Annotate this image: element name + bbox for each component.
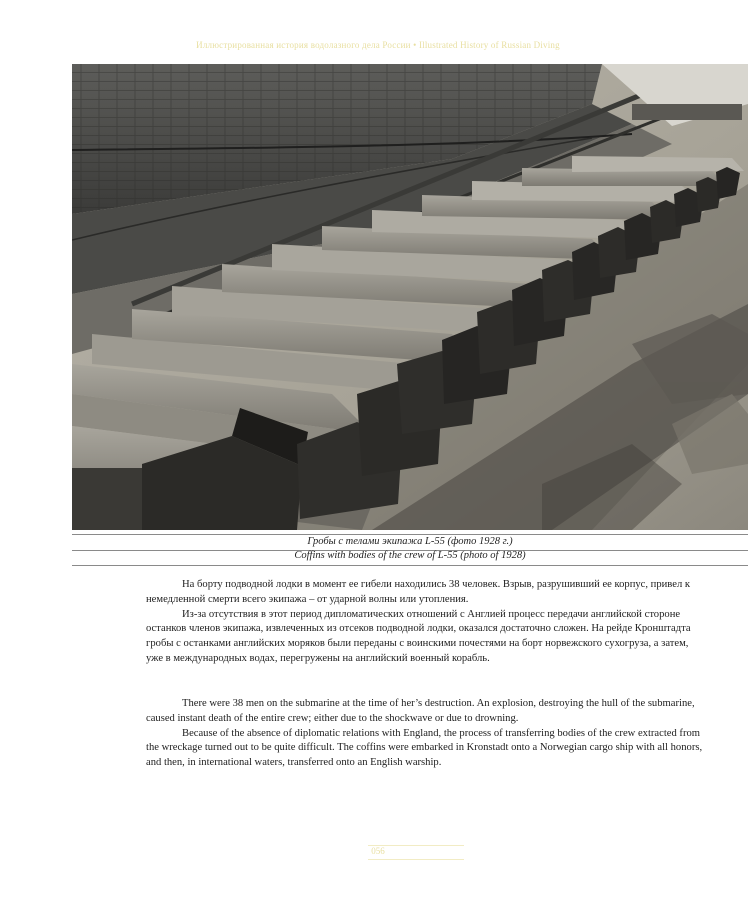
english-paragraph-1: There were 38 men on the submarine at the time of her’s destruction. An explosion, destroying the hull of the submarine, caused instant death of the entire crew; either due to the shockwave or due to drowning. xyxy=(146,698,695,724)
english-paragraph-2: Because of the absence of diplomatic relations with England, the process of transferring bodies of the crew extracted from the wreckage turned out to be quite difficult. The coffins were embarked in Kronstadt onto a Norwegian cargo ship with all honors, and then, in international waters, transferred onto an English warship. xyxy=(146,727,703,769)
caption-rule-bottom xyxy=(72,565,748,566)
russian-paragraph-1: На борту подводной лодки в момент ее гибели находились 38 человек. Взрыв, разрушивший ее корпус, привел к немедленной смерти всего экипажа – от ударной волны или утопления. xyxy=(146,579,691,605)
page-number: 056 xyxy=(371,846,385,856)
english-text xyxy=(146,697,706,771)
caption-rule-top xyxy=(72,534,748,535)
caption-english: Coffins with bodies of the crew of L-55 (photo of 1928) xyxy=(294,550,526,561)
coffins-photo xyxy=(72,64,748,530)
russian-paragraph-2: Из-за отсутствия в этот период дипломатических отношений с Англией процесс передачи английской стороне останков членов экипажа, извлеченных из отсеков подводной лодки, оказался достаточно сложен. На рейде Кронштадта гробы с останками английских моряков были переданы с воинскими почестями на борт норвежского сухогруза, а затем, уже в международных водах, перегружены на английский военный корабль. xyxy=(146,608,691,664)
running-header: Иллюстрированная история водолазного дела России • Illustrated History of Russian Diving xyxy=(196,40,560,50)
russian-text xyxy=(146,578,706,667)
caption-russian: Гробы с телами экипажа L-55 (фото 1928 г.) xyxy=(307,536,513,547)
folio-rule-bottom xyxy=(368,859,464,860)
